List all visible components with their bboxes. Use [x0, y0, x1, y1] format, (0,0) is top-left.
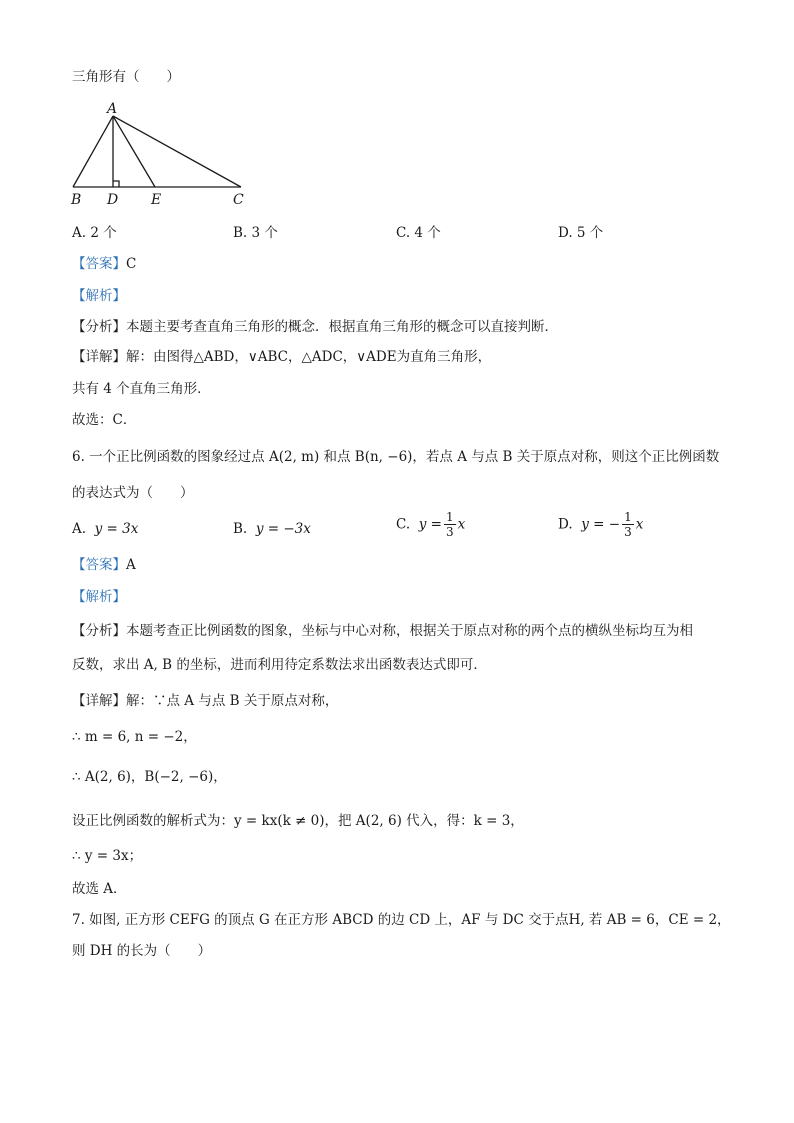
q6-option-a: A. y = 3x — [72, 521, 139, 537]
fenxi-text: 本题考查正比例函数的图象，坐标与中心对称，根据关于原点对称的两个点的横纵坐标均互为相 — [126, 623, 693, 639]
fenxi-text: 本题主要考查直角三角形的概念．根据直角三角形的概念可以直接判断． — [126, 319, 558, 335]
q6-step4: ∴ y = 3x； — [72, 848, 143, 864]
right-angle-mark — [113, 181, 119, 187]
q5-answer-row — [72, 255, 136, 273]
q6-fenxi-row2: 反数，求出 A, B 的坐标，进而利用待定系数法求出函数表达式即可． — [72, 657, 487, 673]
q7-stem-line2: 则 DH 的长为（ ） — [72, 943, 212, 959]
q6-detail-row — [72, 692, 338, 710]
q5-stem-tail: 三角形有（ ） — [72, 69, 180, 85]
label-D: D — [107, 192, 119, 208]
answer-value: A — [126, 557, 136, 573]
q7-stem-line1: 7. 如图, 正方形 CEFG 的顶点 G 在正方形 ABCD 的边 CD 上，AF 与 DC 交于点H, 若 AB = 6，CE = 2， — [72, 912, 731, 928]
detail-text: 解：由图得△ABD，∨ABC，△ADC，∨ADE为直角三角形， — [126, 349, 492, 365]
q6-step2: ∴ A(2, 6)，B(−2, −6)， — [72, 769, 227, 785]
segment-AC — [113, 116, 241, 187]
fraction-one-third: $\frac{1}{3}$ — [624, 510, 632, 539]
detail-text: 解：∵点 A 与点 B 关于原点对称， — [126, 693, 339, 709]
q5-choose: 故选：C． — [72, 412, 137, 428]
q5-fenxi-row — [72, 318, 558, 336]
detail-tag: 【详解】 — [72, 693, 126, 709]
q5-option-d: D. 5 个 — [558, 225, 604, 241]
analysis-tag: 【解析】 — [72, 288, 126, 304]
answer-tag: 【答案】 — [72, 256, 126, 272]
q6-step1: ∴ m = 6, n = −2， — [72, 729, 197, 745]
q6-option-b: B. y = −3x — [233, 521, 311, 537]
fraction-one-third: $\frac{1}{3}$ — [445, 510, 454, 539]
q6-fenxi-row1 — [72, 622, 693, 640]
q6-choose: 故选 A． — [72, 881, 127, 897]
analysis-tag: 【解析】 — [72, 589, 126, 605]
q6-answer-row — [72, 556, 136, 574]
q5-option-b: B. 3 个 — [233, 225, 278, 241]
label-C: C — [233, 192, 244, 208]
q5-analysis-tag — [72, 287, 126, 305]
q6-step3: 设正比例函数的解析式为：y = kx(k ≠ 0)，把 A(2, 6) 代入，得：k = 3， — [72, 813, 524, 829]
fenxi-tag: 【分析】 — [72, 623, 126, 639]
q5-detail2: 共有 4 个直角三角形． — [72, 381, 211, 397]
detail-tag: 【详解】 — [72, 349, 126, 365]
label-B: B — [71, 192, 82, 208]
segment-AB — [73, 116, 113, 187]
q5-option-a: A. 2 个 — [72, 225, 117, 241]
q5-option-c: C. 4 个 — [396, 225, 441, 241]
q6-analysis-tag — [72, 588, 126, 606]
answer-tag: 【答案】 — [72, 557, 126, 573]
q6-stem-line1: 6. 一个正比例函数的图象经过点 A(2, m) 和点 B(n, −6)，若点 A 与点 B 关于原点对称，则这个正比例函数 — [72, 449, 720, 465]
label-A: A — [107, 101, 118, 117]
label-E: E — [151, 192, 162, 208]
segment-AE — [113, 116, 155, 187]
q6-option-c: C. y = $\frac{1}{3}$ x — [396, 510, 466, 539]
triangle-figure — [66, 100, 266, 210]
q5-detail-row — [72, 348, 491, 366]
fenxi-tag: 【分析】 — [72, 319, 126, 335]
q6-option-d: D. y = − $\frac{1}{3}$ x — [558, 510, 644, 539]
answer-value: C — [126, 256, 137, 272]
q6-stem-line2: 的表达式为（ ） — [72, 485, 194, 501]
